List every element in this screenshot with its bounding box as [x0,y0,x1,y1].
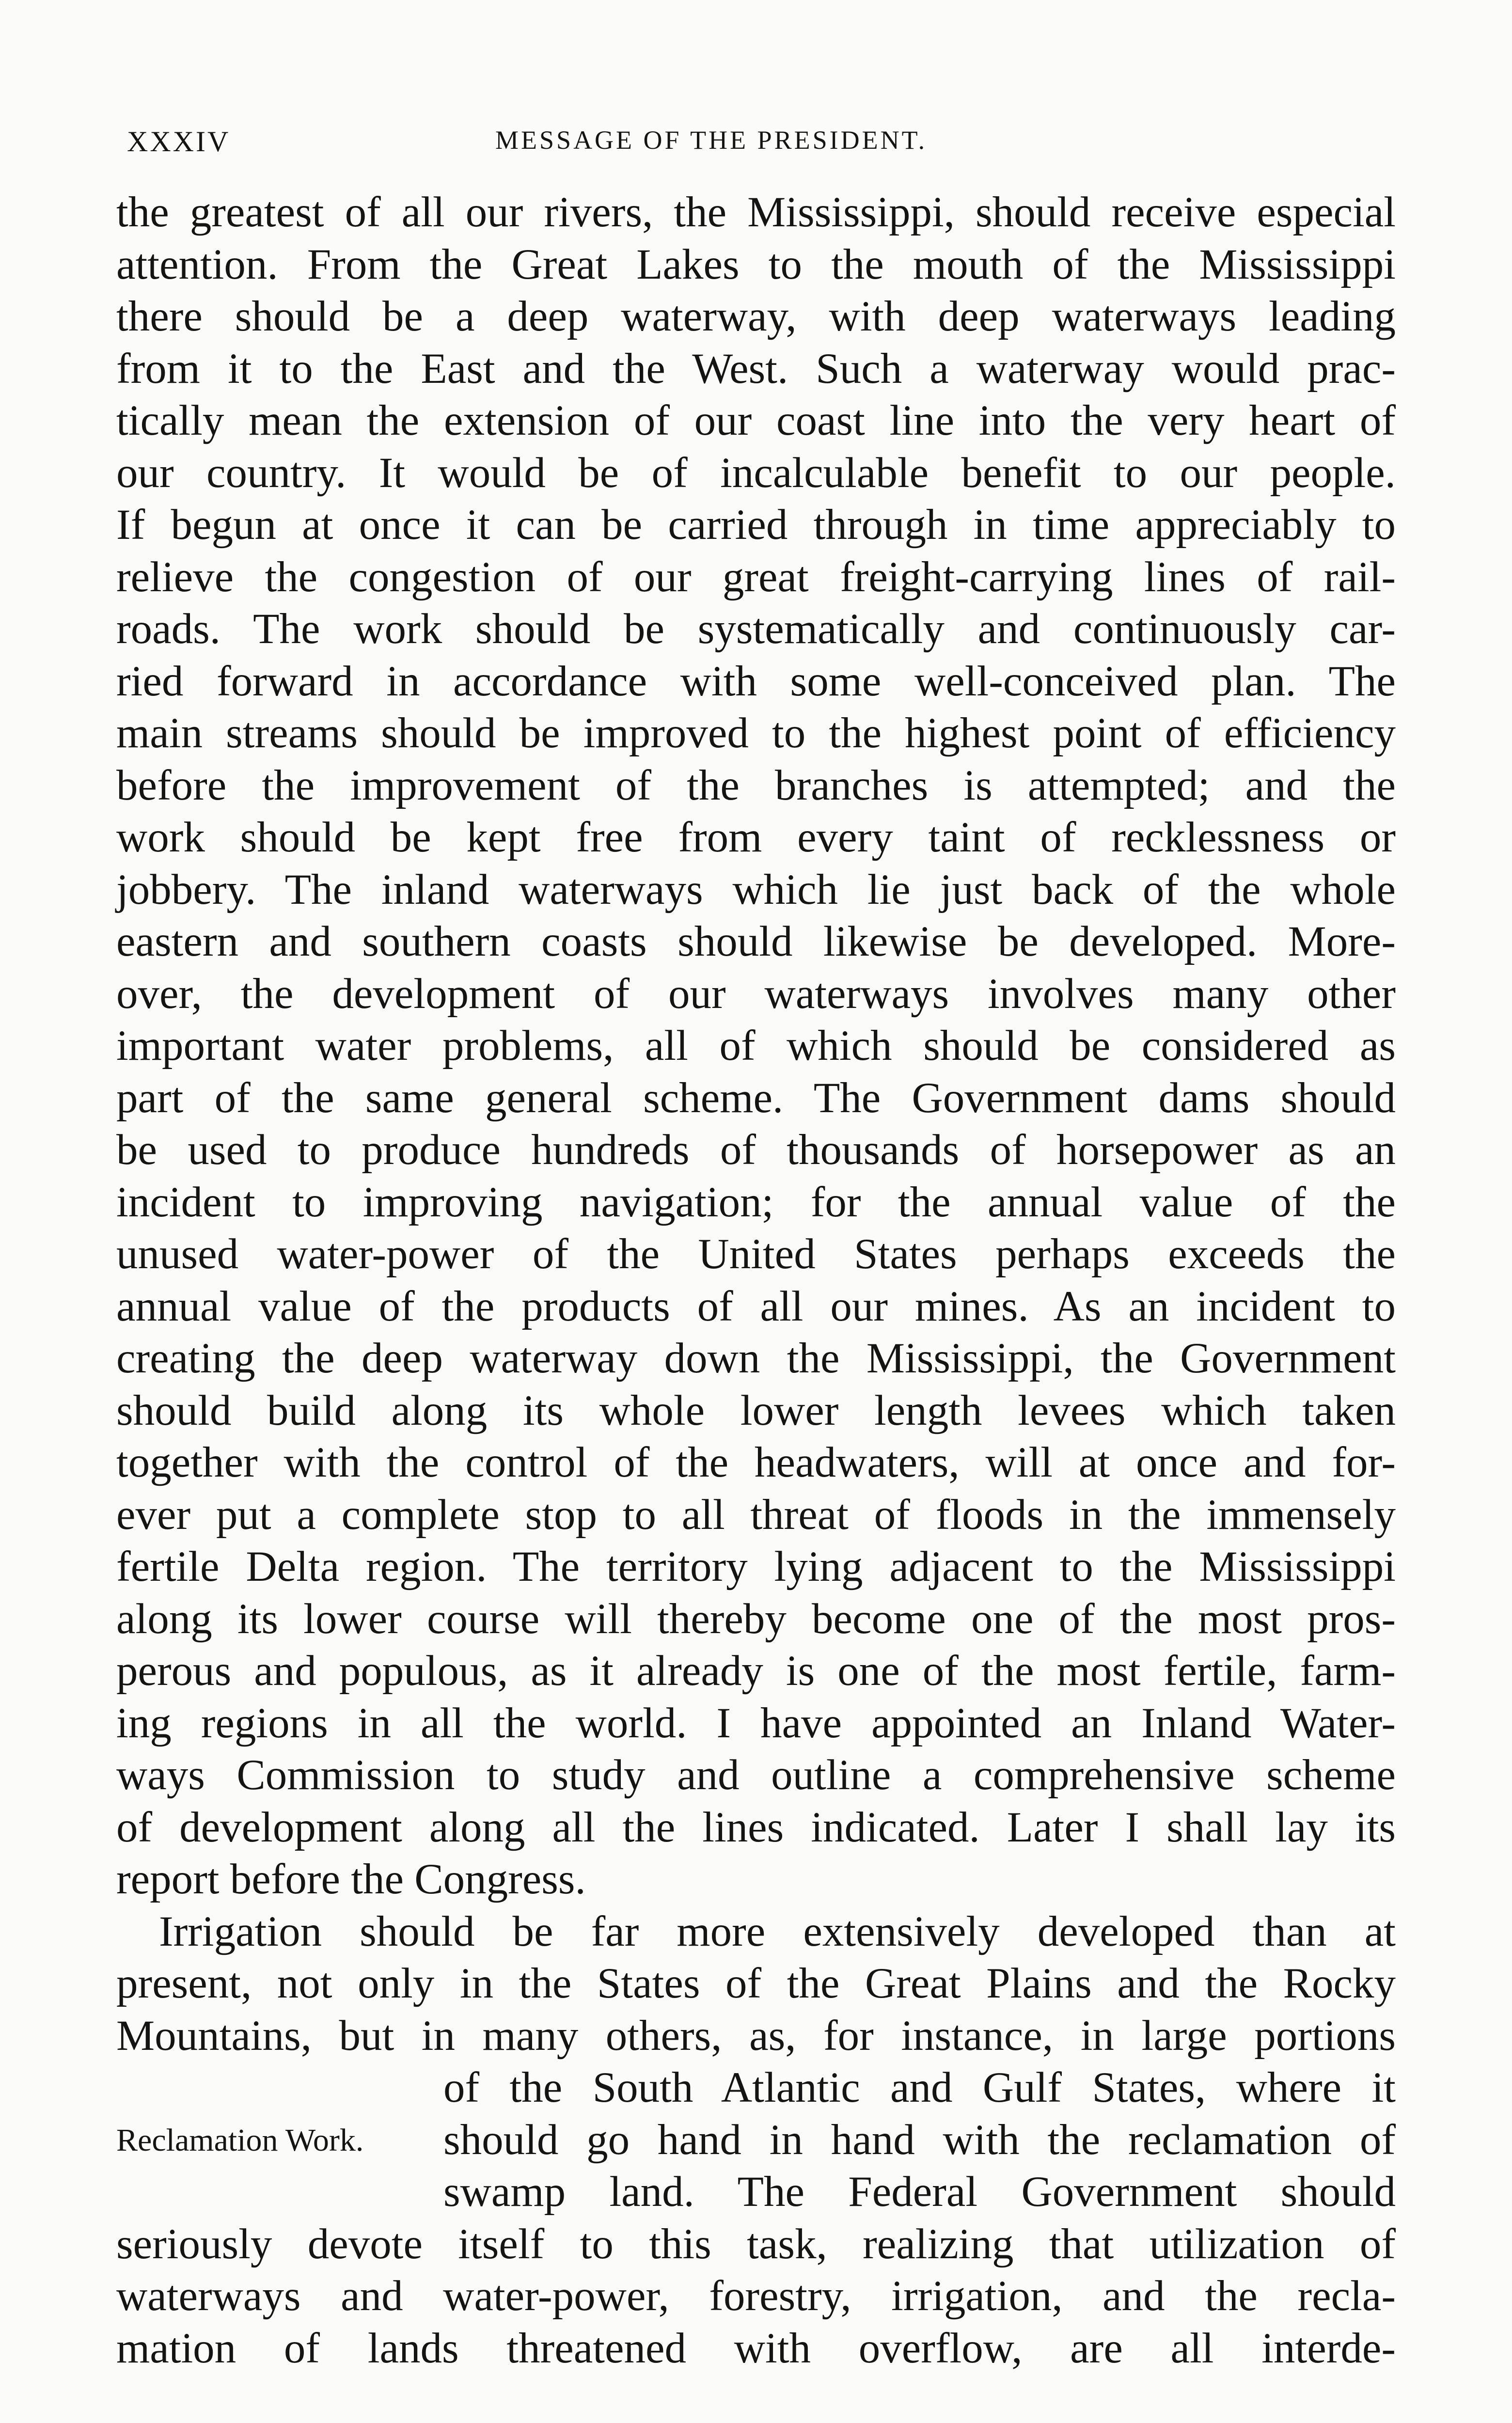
text-line: along its lower course will thereby become one of the most pros- [116,1595,1396,1643]
text-line: If begun at once it can be carried through in time appreciably to [116,501,1396,549]
text-line: Mountains, but in many others, as, for instance, in large portions [116,2012,1396,2060]
running-title: MESSAGE OF THE PRESIDENT. [495,126,928,155]
text-line: roads. The work should be systematically and continuously car- [116,605,1396,653]
text-line: eastern and southern coasts should likewise be developed. More- [116,918,1396,965]
text-line: annual value of the products of all our mines. As an incident to [116,1282,1396,1330]
text-line: work should be kept free from every taint of recklessness or [116,814,1396,861]
text-line: perous and populous, as it already is one of the most fertile, farm- [116,1647,1396,1695]
text-line: fertile Delta region. The territory lying adjacent to the Mississippi [116,1543,1396,1590]
text-line: ried forward in accordance with some well-conceived plan. The [116,657,1396,705]
paragraph-2 [116,1906,1396,2375]
body-text [116,187,1396,2375]
text-line: swamp land. The Federal Government should [443,2168,1396,2216]
text-line: mation of lands threatened with overflow, are all interde- [116,2324,1396,2372]
text-line: unused water-power of the United States perhaps exceeds the [116,1230,1396,1278]
text-line: tically mean the extension of our coast line into the very heart of [116,397,1396,444]
text-line: ever put a complete stop to all threat of floods in the immensely [116,1491,1396,1539]
text-line: waterways and water-power, forestry, irrigation, and the recla- [116,2272,1396,2320]
paragraph-1 [116,187,1396,1906]
text-line: should go hand in hand with the reclamation of [443,2116,1396,2164]
text-line: creating the deep waterway down the Mississippi, the Government [116,1335,1396,1382]
sidenote-row [116,2114,1396,2167]
text-line: jobbery. The inland waterways which lie just back of the whole [116,865,1396,913]
text-line: the greatest of all our rivers, the Mississippi, should receive especial [116,189,1396,236]
text-line: be used to produce hundreds of thousands of horsepower as an [116,1126,1396,1174]
text-line: from it to the East and the West. Such a waterway would prac- [116,345,1396,393]
text-line: should build along its whole lower length levees which taken [116,1386,1396,1434]
text-line: relieve the congestion of our great freight-carrying lines of rail- [116,553,1396,601]
text-line: together with the control of the headwaters, will at once and for- [116,1439,1396,1486]
text-line: Irrigation should be far more extensively developed than at [159,1907,1396,1955]
text-line: of development along all the lines indicated. Later I shall lay its [116,1803,1396,1851]
text-line: over, the development of our waterways involves many other [116,970,1396,1018]
text-line: part of the same general scheme. The Government dams should [116,1074,1396,1122]
text-line: ing regions in all the world. I have appointed an Inland Water- [116,1699,1396,1747]
running-head [127,125,1397,164]
text-line: important water problems, all of which should be considered as [116,1022,1396,1070]
text-line: of the South Atlantic and Gulf States, where it [443,2064,1396,2111]
text-line: incident to improving navigation; for the annual value of the [116,1178,1396,1226]
text-line: report before the Congress. [116,1856,586,1903]
text-line: main streams should be improved to the highest point of efficiency [116,709,1396,757]
text-line: before the improvement of the branches is attempted; and the [116,761,1396,809]
text-line: seriously devote itself to this task, realizing that utilization of [116,2220,1396,2268]
text-line: present, not only in the States of the Great Plains and the Rocky [116,1960,1396,2007]
text-line: ways Commission to study and outline a comprehensive scheme [116,1751,1396,1799]
text-line: there should be a deep waterway, with deep waterways leading [116,293,1396,340]
text-line: our country. It would be of incalculable benefit to our people. [116,449,1396,497]
text-line: attention. From the Great Lakes to the mouth of the Mississippi [116,240,1396,288]
page-number: XXXIV [127,126,231,157]
sidenote-reclamation-work: Reclamation Work. [116,2122,364,2158]
